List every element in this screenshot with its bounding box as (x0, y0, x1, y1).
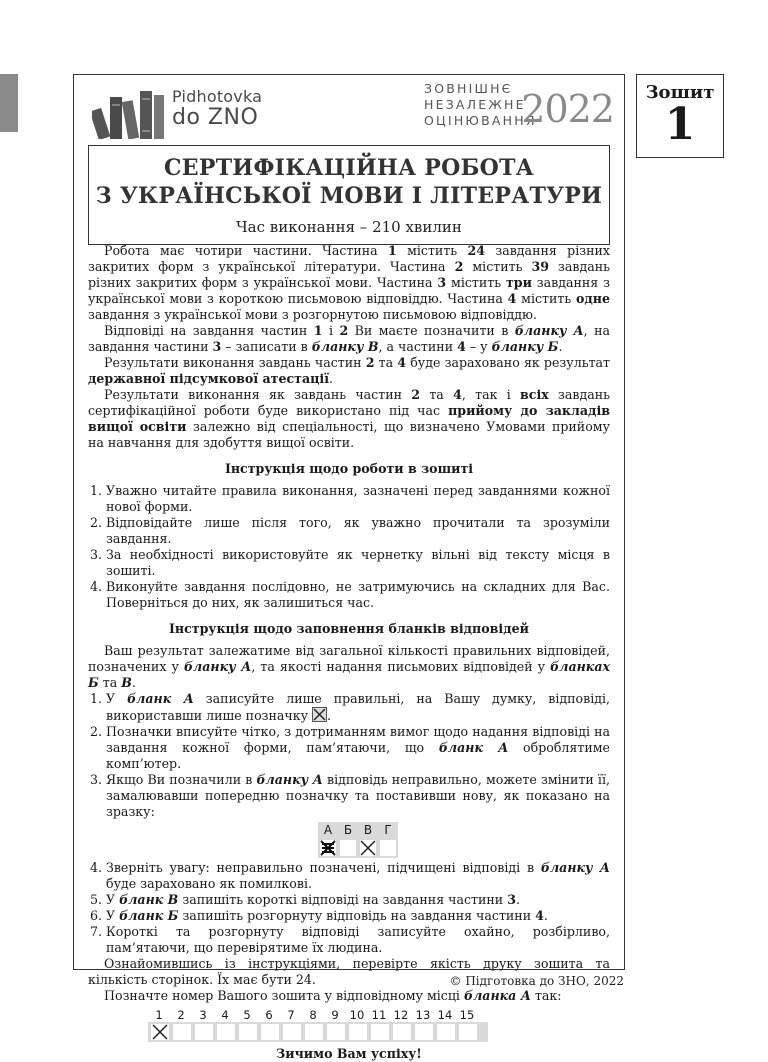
title-box (88, 145, 610, 245)
list-item: 4. Зверніть увагу: неправильно позначені, підчищені відповіді в бланку А буде зараховано як помилкові. (106, 860, 610, 892)
empty-cell (261, 1024, 279, 1040)
list-item: 3. Якщо Ви позначили в бланку А відповідь неправильно, можете змінити її, замалювавши попередню позначку та поставивши нову, як показано на зразку: А Б В Г (106, 772, 610, 858)
title-line-1: СЕРТИФІКАЦІЙНА РОБОТА (163, 155, 535, 181)
empty-cell (239, 1024, 257, 1040)
sample-letter: Б (343, 823, 353, 837)
cross-mark-icon (151, 1024, 169, 1040)
logo-line1: Pidhotovka (172, 87, 263, 106)
zno-line: НЕЗАЛЕЖНЕ (424, 97, 526, 112)
number-label: 7 (287, 1008, 295, 1022)
instructions-body (88, 243, 610, 1062)
sample-letter: В (363, 823, 373, 837)
empty-cell (305, 1024, 323, 1040)
empty-cell (217, 1024, 235, 1040)
empty-cell (173, 1024, 191, 1040)
number-label: 13 (415, 1008, 431, 1022)
logo-text (172, 89, 262, 129)
good-luck-text: Зичимо Вам успіху! (276, 1046, 422, 1061)
number-label: 15 (459, 1008, 475, 1022)
empty-cell (371, 1024, 389, 1040)
form-instructions-lead: Ваш результат залежатиме від загальної кількості правильних відповідей, позначених у бланку А, та якості надання письмових відповідей у бланках Б та В. (88, 643, 611, 690)
number-label: 10 (349, 1008, 365, 1022)
page-edge-marker (0, 74, 18, 132)
number-label: 2 (177, 1008, 185, 1022)
books-icon (92, 87, 166, 139)
cross-mark-icon (360, 840, 376, 856)
sample-letter: А (323, 823, 333, 837)
mark-number-text: Позначте номер Вашого зошита у відповідному місці бланка А так: (104, 988, 562, 1003)
list-item: 4. Виконуйте завдання послідовно, не затримуючись на складних для Вас. Поверніться до них, як залишиться час. (106, 579, 610, 611)
zno-year: 2022 (521, 87, 614, 131)
empty-cell (415, 1024, 433, 1040)
pidhotovka-logo (92, 83, 272, 141)
title-line-2: З УКРАЇНСЬКОЇ МОВИ І ЛІТЕРАТУРИ (95, 183, 603, 209)
number-label: 11 (371, 1008, 387, 1022)
form-instructions-heading: Інструкція щодо заповнення бланків відповідей (169, 621, 529, 636)
number-label: 4 (221, 1008, 229, 1022)
empty-cell (340, 840, 356, 856)
intro-paragraph-1: Робота має чотири частини. Частина 1 містить 24 завдання різних закритих форм з української літератури. Частина 2 містить 39 завдань різних закритих форм з української мови. Частина 3 містить три завдання з української мови з короткою письмовою відповіддю. Частина 4 містить одне завдання з української мови з розгорнутою письмовою відповіддю. (88, 243, 611, 322)
zno-line: ОЦІНЮВАННЯ (424, 113, 537, 128)
answer-sample-grid (318, 822, 398, 858)
copyright: © Підготовка до ЗНО, 2022 (449, 974, 624, 988)
number-cells (148, 1022, 488, 1042)
number-label: 12 (393, 1008, 409, 1022)
number-header (148, 1008, 488, 1022)
empty-cell (459, 1024, 477, 1040)
intro-paragraph-3: Результати виконання завдань частин 2 та 4 буде зараховано як результат державної підсумкової атестації. (88, 355, 611, 386)
number-label: 3 (199, 1008, 207, 1022)
zno-text (424, 81, 537, 129)
list-item: 2. Позначки вписуйте чітко, з дотриманням вимог щодо надання відповіді на завдання кожної форми, пам’ятаючи, що бланк А оброблятиме комп’ютер. (106, 724, 610, 772)
sample-cells (318, 838, 398, 858)
logo-line2: do ZNO (172, 105, 259, 130)
list-item: 1. Уважно читайте правила виконання, зазначені перед завданнями кожної нової форми. (106, 483, 610, 515)
notebook-label: Зошит (645, 82, 715, 103)
empty-cell (437, 1024, 455, 1040)
intro-paragraph-2: Відповіді на завдання частин 1 і 2 Ви маєте позначити в бланку А, на завдання частини 3 – записати в бланку В, а частини 4 – у бланку Б. (88, 323, 610, 354)
notebook-instructions-list (88, 483, 610, 611)
duration: Час виконання – 210 хвилин (236, 218, 462, 236)
list-item: 2. Відповідайте лише після того, як уважно прочитали та зрозуміли завдання. (106, 515, 610, 547)
number-label: 5 (243, 1008, 251, 1022)
intro-paragraph-4: Результати виконання як завдань частин 2 та 4, так і всіх завдань сертифікаційної роботи буде використано під час прийому до закладів вищої освіти залежно від спеціальності, що визначено Умовами прийому на навчання для здобуття вищої освіти. (88, 387, 611, 450)
notebook-instructions-heading: Інструкція щодо роботи в зошиті (224, 461, 474, 476)
zno-2022-logo (424, 81, 614, 137)
sample-letter: Г (384, 823, 392, 837)
cross-mark-icon (312, 707, 327, 722)
notebook-number-box (636, 74, 724, 158)
list-item: 6. У бланк Б запишіть розгорнуту відповідь на завдання частини 4. (106, 908, 610, 924)
number-label: 6 (265, 1008, 273, 1022)
empty-cell (380, 840, 396, 856)
number-label: 14 (437, 1008, 453, 1022)
list-item: 1. У бланк А записуйте лише правильні, на Вашу думку, відповіді, використавши лише позначку . (106, 691, 610, 724)
empty-cell (283, 1024, 301, 1040)
check-pages-text: Ознайомившись із інструкціями, перевірте якість друку зошита та кількість сторінок. Їх має бути 24. (88, 956, 610, 987)
number-label: 8 (309, 1008, 317, 1022)
scribbled-mark-icon (320, 840, 336, 856)
empty-cell (393, 1024, 411, 1040)
list-item: 3. За необхідності використовуйте як чернетку вільні від тексту місця в зошиті. (106, 547, 610, 579)
number-label: 9 (331, 1008, 339, 1022)
notebook-number: 1 (664, 99, 696, 150)
list-item: 7. Короткі та розгорнуту відповіді записуйте охайно, розбірливо, пам’ятаючи, що перевірятиме їх людина. (106, 924, 610, 956)
list-item: 5. У бланк В запишіть короткі відповіді на завдання частини 3. (106, 892, 610, 908)
sample-header (318, 822, 398, 838)
empty-cell (195, 1024, 213, 1040)
header (74, 75, 624, 145)
zno-line: ЗОВНІШНЄ (424, 81, 513, 96)
empty-cell (349, 1024, 367, 1040)
empty-cell (327, 1024, 345, 1040)
notebook-number-grid (148, 1008, 488, 1042)
form-instructions-list (88, 691, 610, 956)
number-label: 1 (155, 1008, 163, 1022)
